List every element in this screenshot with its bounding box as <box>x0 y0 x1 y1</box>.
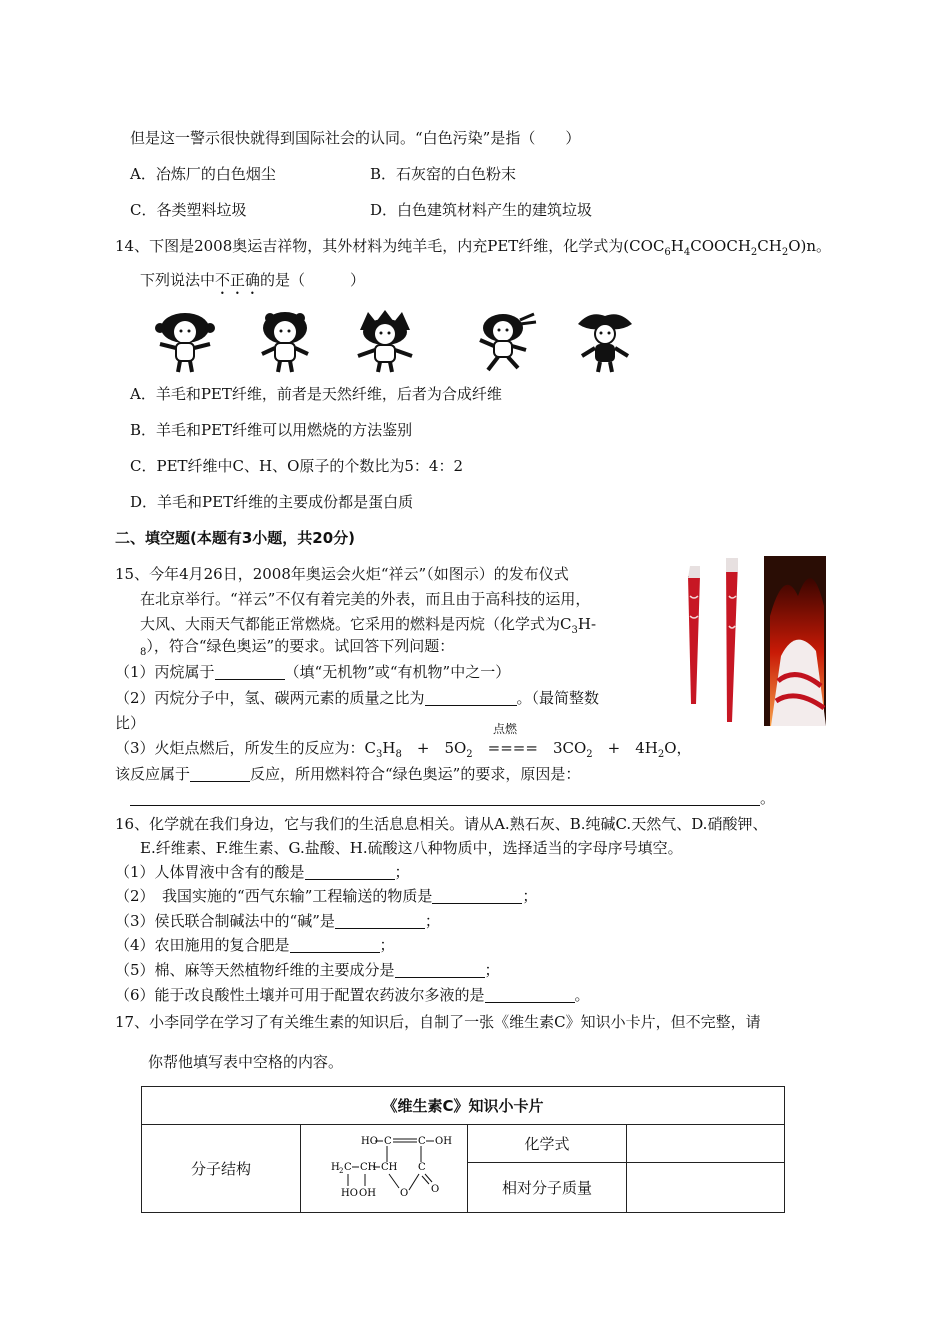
svg-text:OH: OH <box>359 1187 376 1199</box>
q16-item: （2） 我国实施的“西气东输”工程输送的物质是 ； <box>115 887 538 905</box>
q14-option-b: B．羊毛和PET纤维可以用燃烧的方法鉴别 <box>130 421 413 439</box>
q14-option-c: C．PET纤维中C、H、O原子的个数比为5：4：2 <box>130 457 464 475</box>
svg-text:C: C <box>418 1135 426 1147</box>
svg-text:HO: HO <box>341 1187 358 1199</box>
q13-option-c: C．各类塑料垃圾 <box>130 201 247 219</box>
q16-line2: E.纤维素、F.维生素、G.盐酸、H.硫酸这八种物质中，选择适当的字母序号填空。 <box>140 839 683 857</box>
q14-stem: 14、下图是2008奥运吉祥物，其外材料为纯羊毛，内充PET纤维，化学式为$(COC_6H_4COOCH_2CH_2O)n$。 <box>115 237 832 258</box>
q13-option-d: D．白色建筑材料产生的建筑垃圾 <box>370 201 593 219</box>
answer-blank[interactable] <box>335 912 425 929</box>
molar-mass-answer-cell[interactable] <box>627 1163 785 1213</box>
q16-item: （3）侯氏联合制碱法中的“碱”是 ； <box>115 912 440 930</box>
q15-line2: 在北京举行。“祥云”不仅有着完美的外表，而且由于高科技的运用， <box>140 590 591 608</box>
q15-sub2: （2）丙烷分子中，氢、碳两元素的质量之比为 。（最简整数 <box>115 689 600 707</box>
mascot-huanhuan <box>350 310 420 374</box>
answer-blank[interactable] <box>395 961 485 978</box>
q16-item: （4）农田施用的复合肥是 ； <box>115 936 395 954</box>
q15-line4: $_8$），符合“绿色奥运”的要求。试回答下列问题： <box>140 637 455 658</box>
q14-option-a: A．羊毛和PET纤维，前者是天然纤维，后者为合成纤维 <box>130 385 502 403</box>
molecular-structure-cell <box>301 1125 468 1213</box>
emphasis-not-correct: 不正确 <box>215 271 261 289</box>
answer-blank[interactable] <box>305 863 395 880</box>
vitamin-c-structure-diagram <box>309 1132 459 1202</box>
svg-text:HO: HO <box>361 1135 378 1147</box>
answer-blank[interactable] <box>432 887 522 904</box>
card-title: 《维生素C》知识小卡片 <box>142 1087 785 1125</box>
q15-sub4: 该反应属于 反应，所用燃料符合“绿色奥运”的要求，原因是： <box>115 765 581 783</box>
mascot-nini <box>570 310 640 374</box>
vitamin-c-card-table <box>141 1086 785 1213</box>
answer-blank[interactable] <box>190 765 250 782</box>
mascot-beibei <box>150 310 220 374</box>
mascot-jingjing <box>250 310 320 374</box>
torch-xiangyun-image <box>666 556 826 726</box>
q15-line3: 大风、大雨天气都能正常燃烧。它采用的燃料是丙烷（化学式为$C_3H-$ <box>140 615 597 636</box>
answer-blank[interactable] <box>290 936 380 953</box>
q13-option-a: A．冶炼厂的白色烟尘 <box>130 165 276 183</box>
svg-text:H: H <box>331 1161 340 1173</box>
svg-text:2: 2 <box>339 1166 344 1175</box>
mascot-yingying <box>470 310 540 374</box>
answer-blank[interactable] <box>425 689 517 706</box>
q14-question: 下列说法中不正确的是（ ） <box>140 271 366 289</box>
svg-text:O: O <box>400 1187 409 1199</box>
card-row-label: 分子结构 <box>142 1125 301 1213</box>
q16-item: （1）人体胃液中含有的酸是 ； <box>115 863 410 881</box>
svg-text:C: C <box>344 1161 352 1173</box>
molar-mass-label: 相对分子质量 <box>468 1163 627 1213</box>
svg-text:CH: CH <box>381 1161 398 1173</box>
q15-sub2-cont: 比） <box>115 714 146 732</box>
ignite-condition: 点燃 <box>493 722 518 736</box>
answer-blank[interactable] <box>485 986 575 1003</box>
answer-blank[interactable] <box>215 663 285 680</box>
q13-option-b: B．石灰窑的白色粉末 <box>370 165 517 183</box>
q13-stem-tail: 但是这一警示很快就得到国际社会的认同。“白色污染”是指（ ） <box>130 129 581 147</box>
answer-blank[interactable] <box>130 789 760 806</box>
q15-line1: 15、今年4月26日，2008年奥运会火炬“祥云”（如图示）的发布仪式 <box>115 565 569 583</box>
q17-line2: 你帮他填写表中空格的内容。 <box>148 1053 344 1071</box>
svg-text:CH: CH <box>360 1161 377 1173</box>
formula-label: 化学式 <box>468 1125 627 1163</box>
q14-option-d: D．羊毛和PET纤维的主要成份都是蛋白质 <box>130 493 414 511</box>
section-title: 二、填空题(本题有3小题，共20分) <box>115 529 356 547</box>
q16-line1: 16、化学就在我们身边，它与我们的生活息息相关。请从A.熟石灰、B.纯碱C.天然气、D.硝酸钾、 <box>115 815 768 833</box>
svg-text:O: O <box>431 1183 440 1195</box>
q16-item: （6）能于改良酸性土壤并可用于配置农药波尔多液的是 。 <box>115 986 590 1004</box>
svg-text:C: C <box>418 1161 426 1173</box>
q15-sub3-equation: （3）火炬点燃后，所发生的反应为：$C_3H_8$ + $5O_2$ ==== $3CO_2$ + $4H_2O$， <box>115 739 692 760</box>
svg-text:C: C <box>384 1135 392 1147</box>
q16-item: （5）棉、麻等天然植物纤维的主要成分是 ； <box>115 961 500 979</box>
olympic-mascots-figure <box>150 310 650 380</box>
formula-answer-cell[interactable] <box>627 1125 785 1163</box>
q15-sub1: （1）丙烷属于 （填“无机物”或“有机物”中之一） <box>115 663 511 681</box>
q17-line1: 17、小李同学在学习了有关维生素的知识后，自制了一张《维生素C》知识小卡片，但不完整，请 <box>115 1013 761 1031</box>
q15-reason-line: 。 <box>130 788 775 808</box>
svg-text:OH: OH <box>435 1135 452 1147</box>
